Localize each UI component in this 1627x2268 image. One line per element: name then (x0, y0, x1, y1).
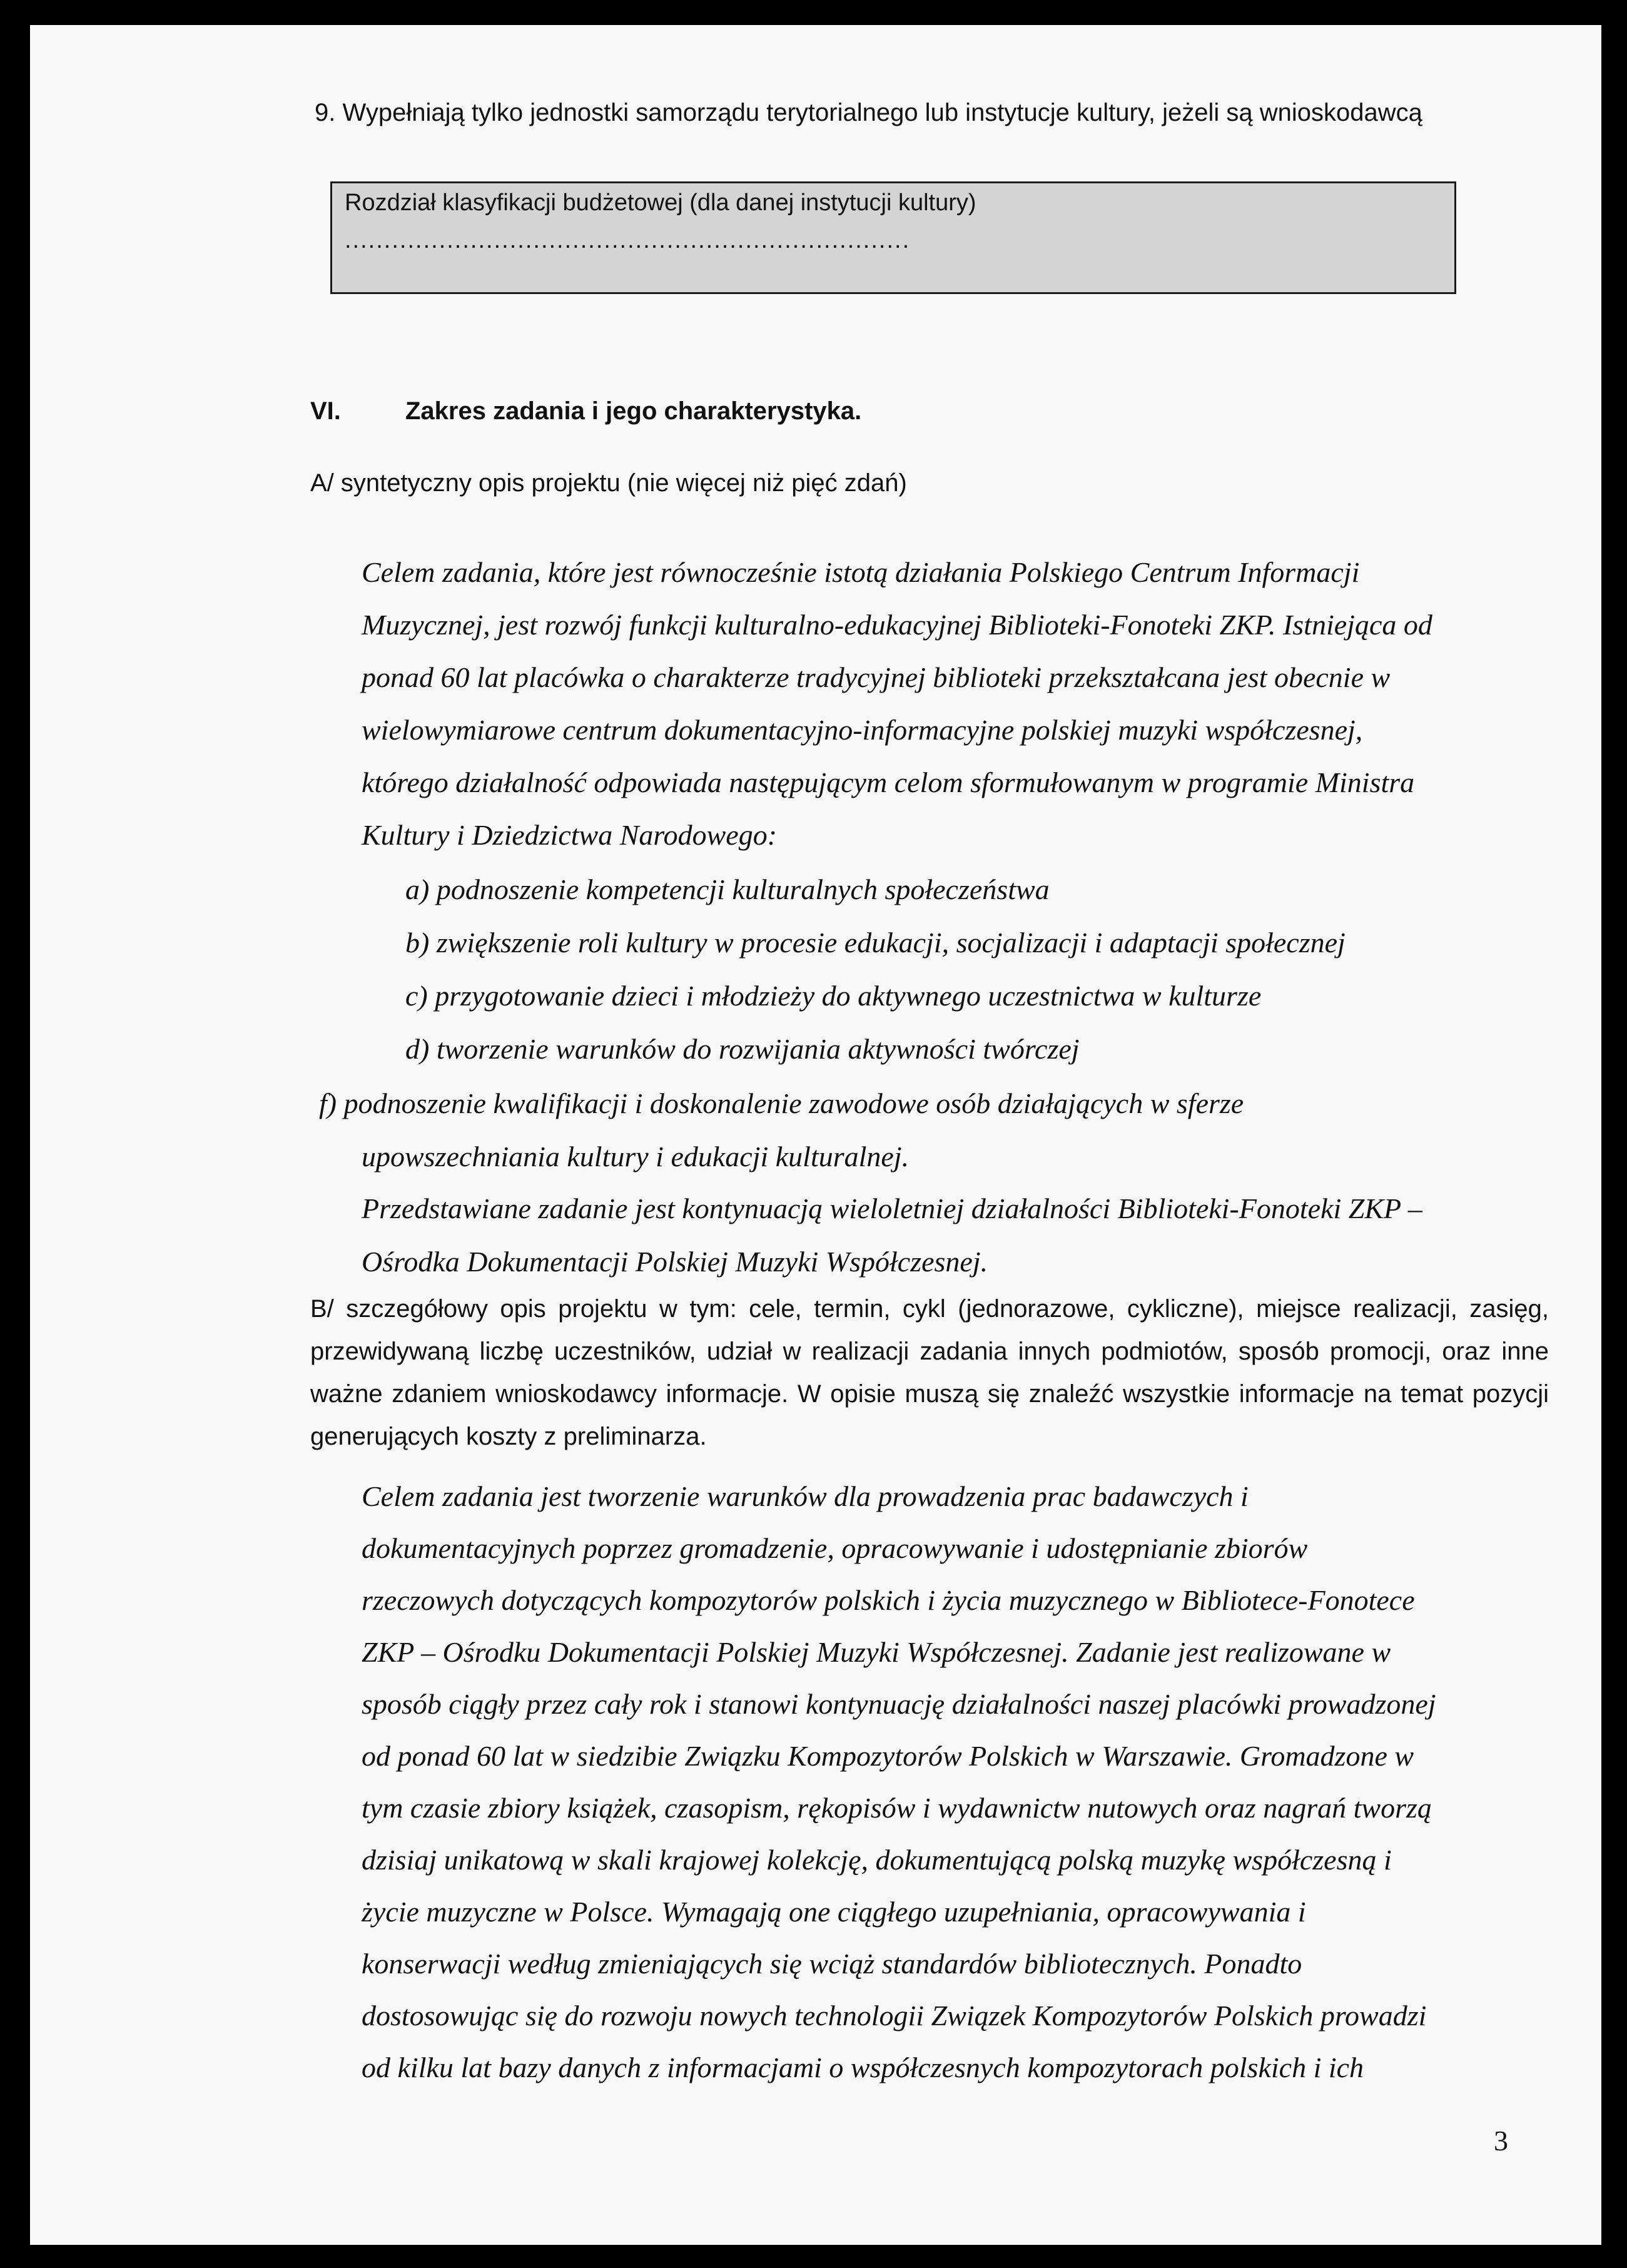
budget-classification-box (330, 181, 1456, 294)
part-b-label: B/ szczegółowy opis projektu w tym: cele, termin, cykl (jednorazowe, cykliczne), miejsce realizacji, zasięg, przewidywaną liczbę uczestników, udział w realizacji zadania innych podmiotów, sposób promocji, oraz inne ważne zdaniem wnioskodawcy informacje. W opisie muszą się znaleźć wszystkie informacje na temat pozycji generujących koszty z preliminarza. (310, 1295, 1549, 1450)
part-a-closing-line: Ośrodka Dokumentacji Polskiej Muzyki Współczesnej. (362, 1246, 988, 1278)
part-a-f-item-continuation: upowszechniania kultury i edukacji kulturalnej. (362, 1141, 910, 1172)
section-number: VI. (310, 397, 341, 425)
part-a-line: Kultury i Dziedzictwa Narodowego: (362, 819, 778, 851)
part-a-list-item: b) zwiększenie roli kultury w procesie edukacji, socjalizacji i adaptacji społecznej (405, 927, 1346, 959)
part-a-label: A/ syntetyczny opis projektu (nie więcej niż pięć zdań) (310, 469, 907, 497)
part-a-line: ponad 60 lat placówka o charakterze tradycyjnej biblioteki przekształcana jest obecnie w (362, 661, 1391, 693)
part-a-line: wielowymiarowe centrum dokumentacyjno-informacyjne polskiej muzyki współczesnej, (362, 714, 1363, 746)
part-a-list-item: d) tworzenie warunków do rozwijania aktywności twórczej (405, 1033, 1080, 1065)
section-title: Zakres zadania i jego charakterystyka. (405, 397, 862, 425)
page-number: 3 (1494, 2125, 1508, 2157)
part-a-line: którego działalność odpowiada następującym celom sformułowanym w programie Ministra (362, 766, 1415, 798)
part-b-line: życie muzyczne w Polsce. Wymagają one ciągłego uzupełniania, opracowywania i (362, 1896, 1306, 1928)
budget-classification-label: Rozdział klasyfikacji budżetowej (dla danej instytucji kultury) (345, 190, 976, 216)
part-a-closing-line: Przedstawiane zadanie jest kontynuacją wieloletniej działalności Biblioteki-Fonoteki ZKP – (362, 1192, 1422, 1224)
part-b-line: tym czasie zbiory książek, czasopism, rękopisów i wydawnictw nutowych oraz nagrań tworzą (362, 1792, 1432, 1824)
document-page (30, 25, 1601, 2245)
part-b-line: od ponad 60 lat w siedzibie Związku Kompozytorów Polskich w Warszawie. Gromadzone w (362, 1740, 1414, 1772)
part-a-list-item: c) przygotowanie dzieci i młodzieży do aktywnego uczestnictwa w kulturze (405, 980, 1262, 1012)
part-b-line: ZKP – Ośrodku Dokumentacji Polskiej Muzyki Współczesnej. Zadanie jest realizowane w (362, 1636, 1391, 1668)
part-b-line: dzisiaj unikatową w skali krajowej kolekcję, dokumentującą polską muzykę współczesną i (362, 1844, 1392, 1876)
part-a-list-item: a) podnoszenie kompetencji kulturalnych społeczeństwa (405, 873, 1050, 905)
budget-classification-value: ........................................................................ (345, 227, 911, 253)
part-a-line: Muzycznej, jest rozwój funkcji kulturalno-edukacyjnej Biblioteki-Fonoteki ZKP. Istniejąca od (362, 609, 1432, 641)
part-b-line: rzeczowych dotyczących kompozytorów polskich i życia muzycznego w Bibliotece-Fonotece (362, 1584, 1415, 1616)
part-b-line: od kilku lat bazy danych z informacjami o współczesnych kompozytorach polskich i ich (362, 2052, 1364, 2083)
part-b-line: Celem zadania jest tworzenie warunków dla prowadzenia prac badawczych i (362, 1480, 1249, 1512)
part-a-f-item: f) podnoszenie kwalifikacji i doskonalenie zawodowe osób działających w sferze (319, 1087, 1244, 1119)
part-a-line: Celem zadania, które jest równocześnie istotą działania Polskiego Centrum Informacji (362, 556, 1360, 588)
part-b-line: dostosowując się do rozwoju nowych technologii Związek Kompozytorów Polskich prowadzi (362, 2000, 1427, 2032)
part-b-line: konserwacji według zmieniających się wciąż standardów bibliotecznych. Ponadto (362, 1948, 1302, 1980)
part-b-line: sposób ciągły przez cały rok i stanowi kontynuację działalności naszej placówki prowadzonej (362, 1688, 1436, 1720)
part-b-line: dokumentacyjnych poprzez gromadzenie, opracowywanie i udostępnianie zbiorów (362, 1532, 1308, 1564)
section-9-label: 9. Wypełniają tylko jednostki samorządu terytorialnego lub instytucje kultury, jeżeli są wnioskodawcą (315, 99, 1422, 126)
